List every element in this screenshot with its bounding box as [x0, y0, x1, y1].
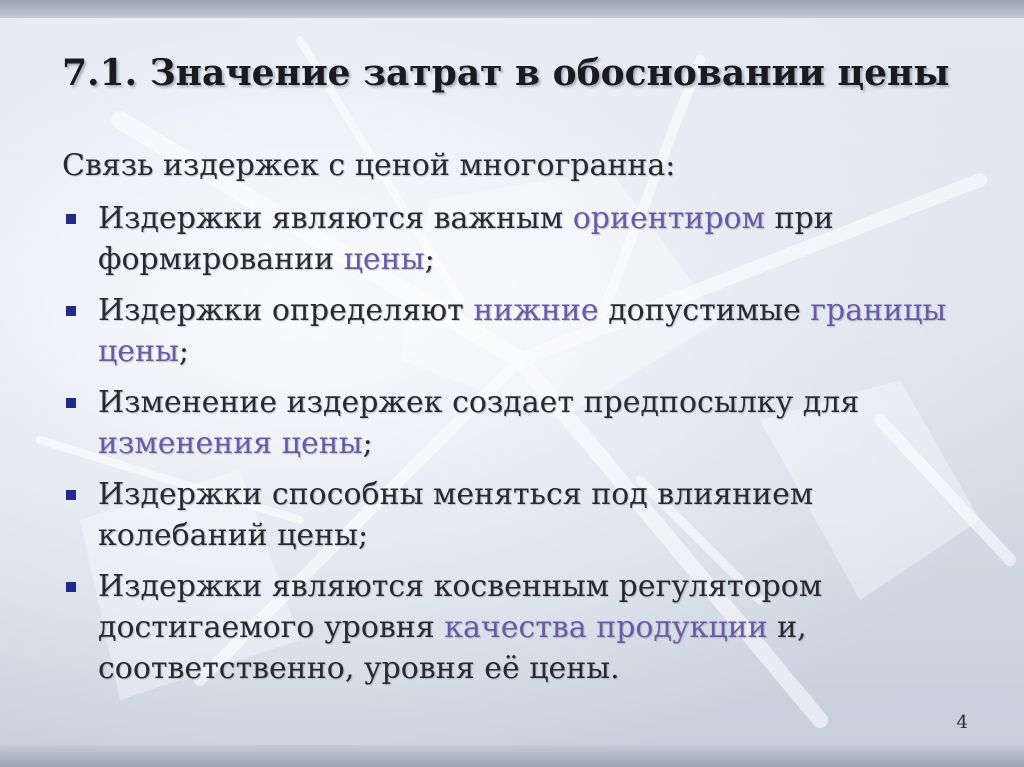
slide-title: 7.1. Значение затрат в обосновании цены — [62, 52, 950, 94]
square-bullet-icon — [66, 214, 76, 224]
bullet-text: Издержки способны меняться под влиянием колебаний цены; — [98, 477, 814, 553]
bullet-item — [62, 198, 962, 280]
intro-text: Связь издержек с ценой многогранна: — [62, 148, 676, 183]
bullet-text: и, соответственно, уровня её цены. — [98, 610, 807, 686]
bullet-text: Издержки являются косвенным регулятором достигаемого уровня — [98, 569, 823, 645]
bullet-list — [62, 198, 962, 699]
bullet-item — [62, 566, 962, 689]
bullet-text: Издержки определяют — [98, 293, 474, 328]
bullet-text: при формировании — [98, 201, 834, 277]
bullet-text: ; — [362, 426, 373, 461]
highlighted-term: границы цены — [98, 293, 947, 369]
page-number: 4 — [956, 712, 968, 733]
bullet-text: Изменение издержек создает предпосылку для — [98, 385, 860, 420]
bullet-text: Издержки являются важным — [98, 201, 573, 236]
highlighted-term: нижние — [473, 293, 599, 328]
bottom-bar — [0, 745, 1024, 767]
highlighted-term: ориентиром — [572, 201, 765, 236]
bullet-text: ; — [178, 334, 190, 369]
bullet-item — [62, 290, 962, 372]
bullet-text: допустимые — [598, 293, 811, 328]
bullet-item — [62, 382, 962, 464]
bullet-text: ; — [424, 242, 435, 277]
highlighted-term: качества продукции — [444, 610, 768, 645]
highlighted-term: цены — [343, 242, 425, 277]
square-bullet-icon — [66, 490, 76, 500]
square-bullet-icon — [66, 582, 76, 592]
square-bullet-icon — [66, 306, 76, 316]
bullet-item — [62, 474, 962, 556]
top-bar — [0, 0, 1024, 18]
square-bullet-icon — [66, 398, 76, 408]
highlighted-term: изменения цены — [98, 426, 363, 461]
